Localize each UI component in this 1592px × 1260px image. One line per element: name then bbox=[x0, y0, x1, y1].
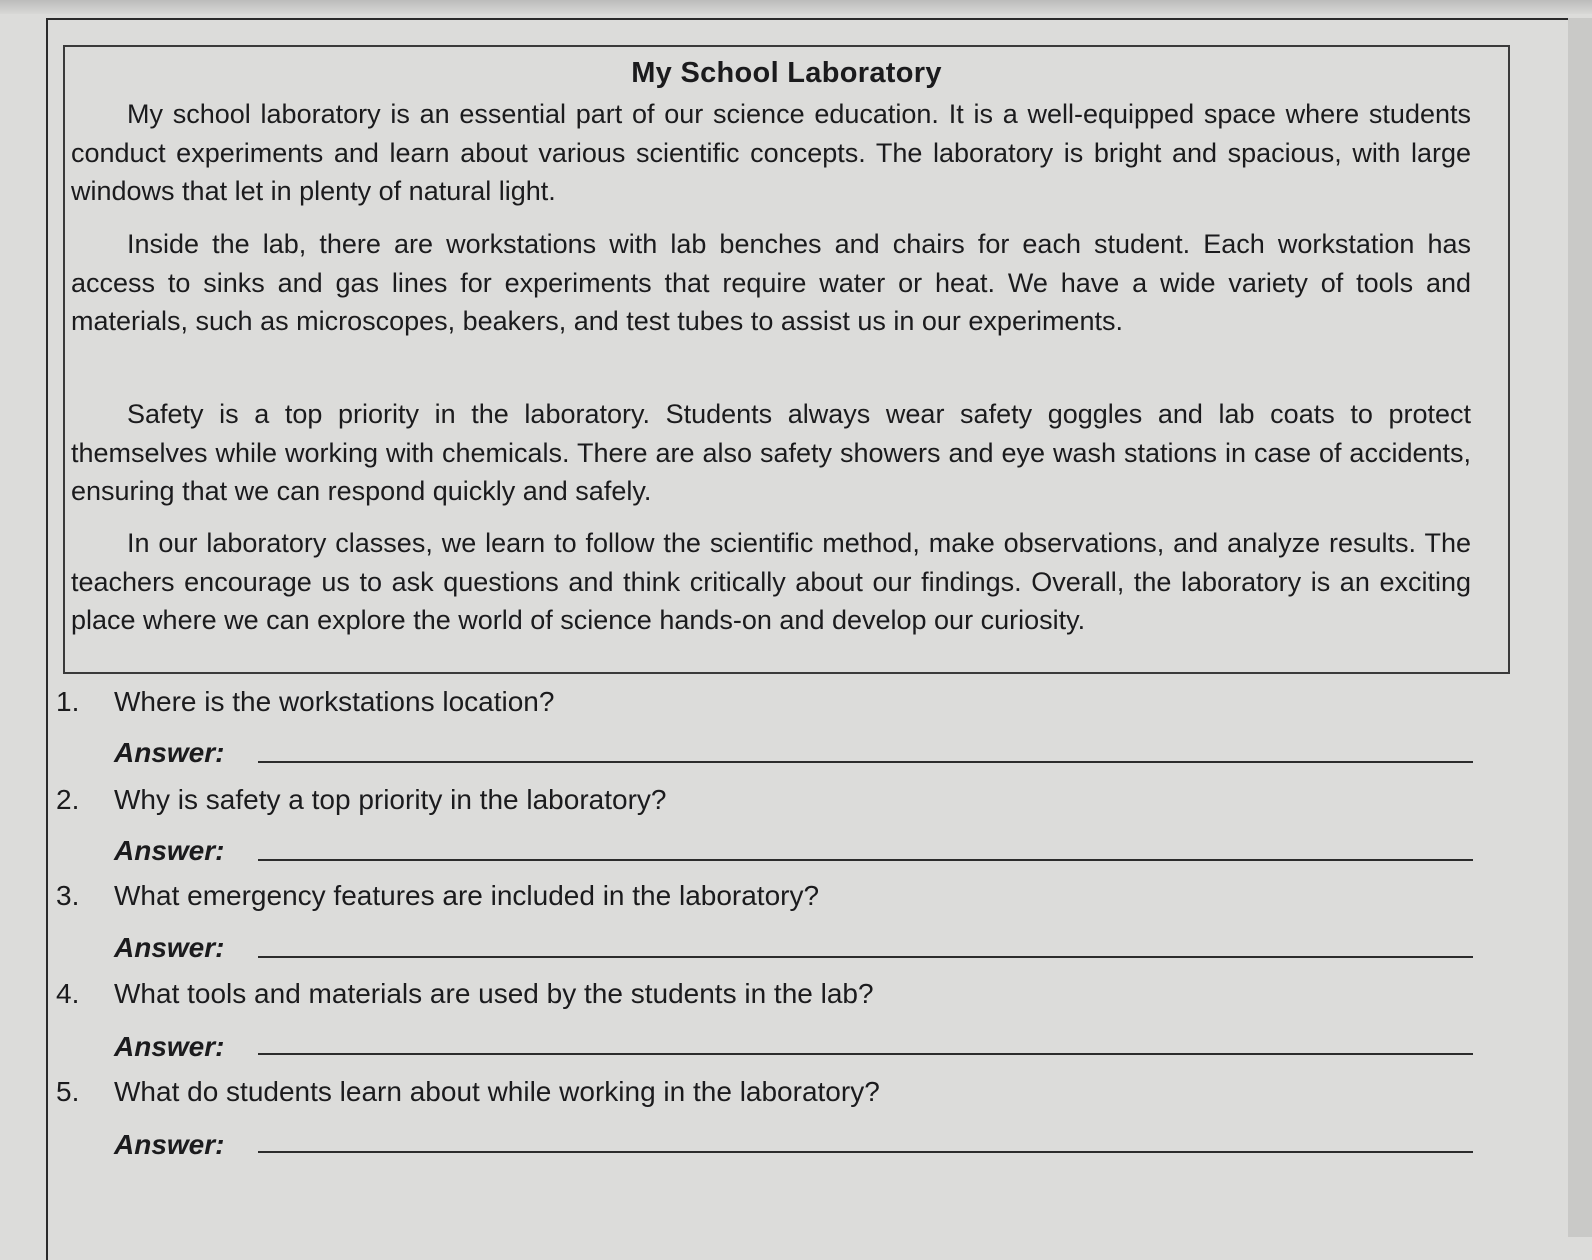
question-5 bbox=[56, 1076, 880, 1108]
answer-label-2: Answer: bbox=[114, 835, 225, 866]
reading-passage bbox=[63, 45, 1510, 674]
page-edge bbox=[1568, 18, 1592, 1237]
answer-label-5: Answer: bbox=[114, 1129, 225, 1160]
passage-paragraph-3 bbox=[71, 395, 1471, 511]
passage-paragraph-4 bbox=[71, 524, 1471, 640]
answer-label-4: Answer: bbox=[114, 1031, 225, 1062]
answer-label-3: Answer: bbox=[114, 932, 225, 963]
answer-line-3[interactable] bbox=[258, 956, 1473, 958]
answer-line-4[interactable] bbox=[258, 1053, 1473, 1055]
question-text: What emergency features are included in the laboratory? bbox=[114, 880, 820, 911]
question-text: Why is safety a top priority in the laboratory? bbox=[114, 784, 667, 815]
paragraph-text: Inside the lab, there are workstations with lab benches and chairs for each student. Each workstation has access to sinks and gas lines for experiments that require water or heat. We have a wide variety of tools and materials, such as microscopes, beakers, and test tubes to assist us in our experiments. bbox=[71, 229, 1471, 336]
answer-line-2[interactable] bbox=[258, 859, 1473, 861]
passage-title: My School Laboratory bbox=[631, 57, 942, 89]
question-number: 2. bbox=[56, 784, 80, 815]
question-text: What do students learn about while working in the laboratory? bbox=[114, 1076, 880, 1107]
paragraph-text: My school laboratory is an essential part of our science education. It is a well-equipped space where students conduct experiments and learn about various scientific concepts. The laboratory is bright and spacious, with large windows that let in plenty of natural light. bbox=[71, 99, 1471, 206]
question-number: 5. bbox=[56, 1076, 80, 1107]
answer-label-1: Answer: bbox=[114, 737, 225, 768]
question-text: What tools and materials are used by the students in the lab? bbox=[114, 978, 874, 1009]
passage-paragraph-1 bbox=[71, 95, 1471, 211]
answer-line-5[interactable] bbox=[258, 1151, 1473, 1153]
paragraph-text: Safety is a top priority in the laboratory. Students always wear safety goggles and lab coats to protect themselves while working with chemicals. There are also safety showers and eye wash stations in case of accidents, ensuring that we can respond quickly and safely. bbox=[71, 399, 1471, 506]
question-3 bbox=[56, 880, 819, 912]
question-text: Where is the workstations location? bbox=[114, 686, 555, 717]
passage-paragraph-2 bbox=[71, 225, 1471, 341]
question-number: 4. bbox=[56, 978, 80, 1009]
question-number: 3. bbox=[56, 880, 80, 911]
page-top-shadow bbox=[0, 0, 1592, 14]
question-number: 1. bbox=[56, 686, 80, 717]
paragraph-text: In our laboratory classes, we learn to follow the scientific method, make observations, and analyze results. The teachers encourage us to ask questions and think critically about our findings. Overall, the laboratory is an exciting place where we can explore the world of science hands-on and develop our curiosity. bbox=[71, 528, 1471, 635]
question-2 bbox=[56, 784, 666, 816]
answer-line-1[interactable] bbox=[258, 761, 1473, 763]
question-1 bbox=[56, 686, 554, 718]
question-4 bbox=[56, 978, 874, 1010]
